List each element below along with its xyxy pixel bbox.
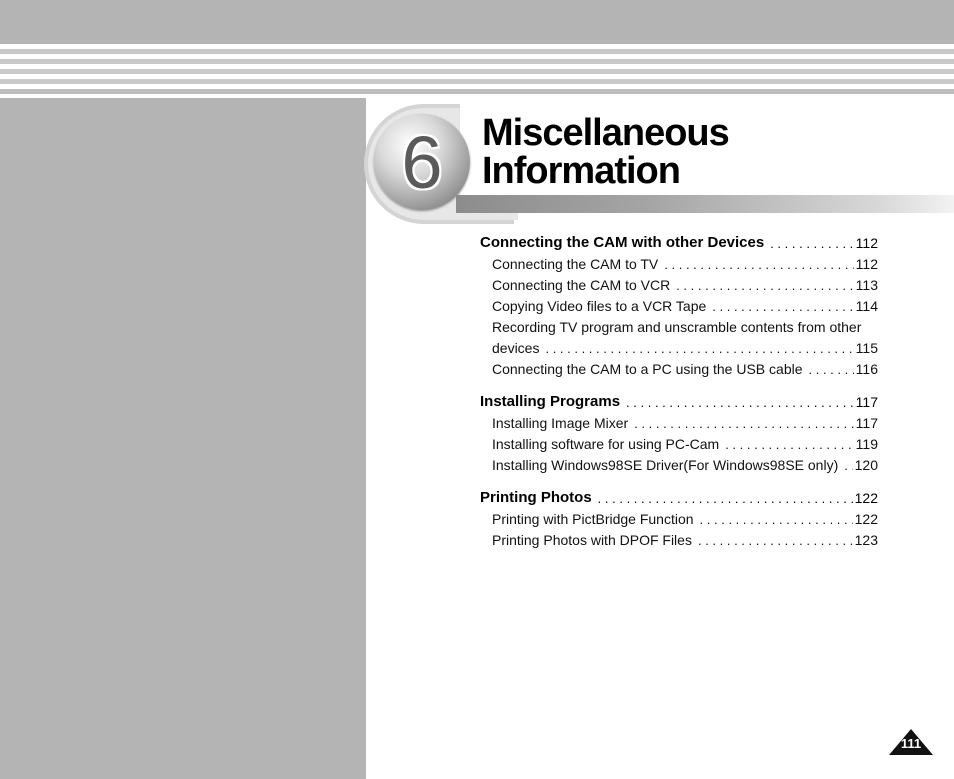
toc-entry-continuation[interactable] [480, 335, 878, 356]
toc-entry[interactable] [480, 452, 878, 473]
chapter-title-line-2: Information [482, 150, 680, 192]
toc-entry[interactable] [480, 506, 878, 527]
toc-page-number: 117 [855, 394, 878, 410]
toc-leader-dots [676, 278, 853, 293]
header-stripe [0, 69, 954, 74]
toc-leader-dots [545, 341, 853, 356]
toc-page-number: 120 [854, 457, 878, 473]
toc-page-number: 116 [855, 361, 878, 377]
toc-entry-title: Printing with PictBridge Function [492, 511, 694, 527]
toc-leader-dots [770, 236, 853, 251]
toc-section-heading[interactable] [480, 386, 878, 410]
toc-page-number: 122 [854, 511, 878, 527]
toc-entry[interactable] [480, 410, 878, 431]
toc-entry-title: Installing Windows98SE Driver(For Windows98SE only) [492, 457, 839, 473]
toc-page-number: 117 [855, 415, 878, 431]
table-of-contents [480, 227, 878, 548]
top-gray-band [0, 0, 954, 44]
toc-entry-title: Connecting the CAM to TV [492, 256, 659, 272]
toc-entry[interactable] [480, 527, 878, 548]
toc-leader-dots [664, 257, 853, 272]
toc-section-heading[interactable] [480, 227, 878, 251]
toc-page-number: 123 [854, 532, 878, 548]
toc-entry[interactable] [480, 293, 878, 314]
header-stripe [0, 79, 954, 84]
toc-leader-dots [844, 458, 852, 473]
toc-entry-title: Recording TV program and unscramble contents from other [492, 319, 862, 335]
toc-entry[interactable] [480, 356, 878, 377]
toc-entry-title: Connecting the CAM to a PC using the USB cable [492, 361, 803, 377]
header-stripe [0, 49, 954, 54]
toc-entry[interactable] [480, 314, 878, 335]
toc-section-title: Printing Photos [480, 489, 592, 506]
toc-page-number: 113 [855, 277, 878, 293]
toc-section-title: Connecting the CAM with other Devices [480, 234, 765, 251]
toc-entry-title: Printing Photos with DPOF Files [492, 532, 692, 548]
toc-page-number: 115 [855, 340, 878, 356]
toc-page-number: 112 [855, 235, 878, 251]
toc-page-number: 122 [854, 490, 878, 506]
toc-entry-title: Connecting the CAM to VCR [492, 277, 671, 293]
header-stripe [0, 89, 954, 94]
toc-page-number: 114 [855, 298, 878, 314]
left-gray-panel [0, 98, 366, 779]
chapter-title-underline-bar [456, 195, 954, 213]
chapter-number: 6 [401, 120, 443, 204]
chapter-title-line-1: Miscellaneous [482, 112, 729, 154]
toc-leader-dots [634, 416, 854, 431]
section-gap [480, 473, 878, 482]
toc-leader-dots [725, 437, 853, 452]
toc-entry[interactable] [480, 431, 878, 452]
toc-leader-dots [626, 395, 854, 410]
header-stripe [0, 59, 954, 64]
toc-entry[interactable] [480, 251, 878, 272]
toc-leader-dots [698, 533, 853, 548]
toc-section-heading[interactable] [480, 482, 878, 506]
toc-leader-dots [712, 299, 853, 314]
toc-leader-dots [598, 491, 853, 506]
toc-leader-dots [809, 362, 854, 377]
toc-entry[interactable] [480, 272, 878, 293]
toc-entry-title: Installing software for using PC-Cam [492, 436, 720, 452]
toc-leader-dots [700, 512, 853, 527]
toc-page-number: 119 [855, 436, 878, 452]
toc-page-number: 112 [855, 256, 878, 272]
page-number: 111 [900, 736, 922, 751]
toc-entry-title-continued: devices [492, 340, 540, 356]
section-gap [480, 377, 878, 386]
toc-entry-title: Installing Image Mixer [492, 415, 629, 431]
toc-entry-title: Copying Video files to a VCR Tape [492, 298, 707, 314]
toc-section-title: Installing Programs [480, 393, 621, 410]
